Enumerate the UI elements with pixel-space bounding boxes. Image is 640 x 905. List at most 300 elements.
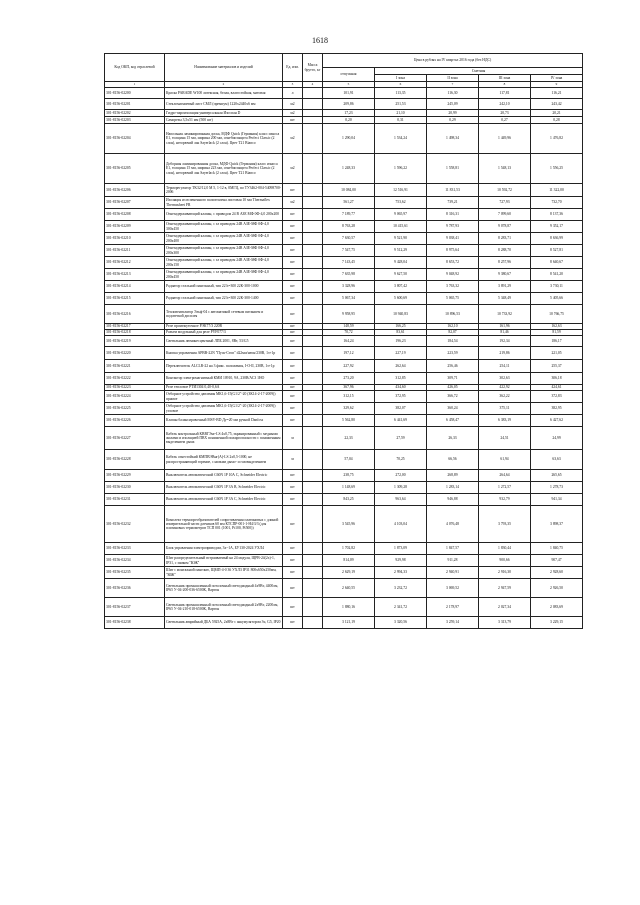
item-zone-3-price: 8 288,70: [479, 245, 531, 257]
item-unit: л: [283, 88, 303, 99]
item-zone-2-price: 4 076,48: [427, 506, 479, 543]
item-name: Разъем модульный для реле PYF077/3: [165, 330, 283, 336]
item-zone-1-price: 929,98: [375, 555, 427, 567]
item-price: 3 328,96: [323, 281, 375, 293]
item-zone-1-price: 312,85: [375, 373, 427, 385]
item-price: 273,20: [323, 373, 375, 385]
item-price: 5 067,34: [323, 293, 375, 305]
item-price: 1 880,16: [323, 598, 375, 617]
item-mass: [303, 221, 323, 233]
item-name: Огнезадерживающий клапан, с эл приводом 24В АЗЕ-МФ 0Ф-4,0 200х300: [165, 245, 283, 257]
table-row: [105, 555, 583, 567]
item-name: Радиатор стальной панельный, тип 22 h=300 22К-300-1400: [165, 293, 283, 305]
item-zone-3-price: 3 793,35: [479, 506, 531, 543]
item-mass: [303, 360, 323, 373]
item-zone-1-price: 196,23: [375, 336, 427, 347]
item-zone-4-price: 221,05: [531, 347, 583, 360]
item-zone-3-price: 8 283,71: [479, 233, 531, 245]
item-zone-3-price: 9 078,87: [479, 221, 531, 233]
item-zone-4-price: 255,37: [531, 360, 583, 373]
item-zone-1-price: 434,60: [375, 385, 427, 391]
item-unit: шт: [283, 281, 303, 293]
item-name: Блок управления электроприводом, 3х~1А, БУ130-2024 УХЛ4: [165, 543, 283, 555]
item-name: Отборное устройство давления МК1,6-15(G1/2"-20 (ЗК14-2-17-2009)) угловое: [165, 403, 283, 415]
item-zone-4-price: 3 730,11: [531, 281, 583, 293]
column-number: 1: [105, 82, 165, 88]
item-zone-1-price: 9 428,04: [375, 257, 427, 269]
table-row: [105, 598, 583, 617]
item-zone-1-price: 70,25: [375, 450, 427, 470]
table-row: [105, 221, 583, 233]
item-code: 301-8156-02200: [105, 88, 165, 99]
item-mass: [303, 336, 323, 347]
item-zone-3-price: 9 380,67: [479, 269, 531, 281]
item-zone-3-price: 5 348,49: [479, 293, 531, 305]
item-name: Выключатель автоматический C60N 1P 10А С, Schneider Electric: [165, 470, 283, 482]
table-row: [105, 124, 583, 154]
item-mass: [303, 305, 323, 324]
item-zone-4-price: 24,99: [531, 427, 583, 450]
item-code: 301-8156-02228: [105, 450, 165, 470]
table-row: [105, 117, 583, 124]
item-mass: [303, 579, 323, 598]
table-row: [105, 245, 583, 257]
item-zone-1-price: 113,35: [375, 88, 427, 99]
item-price: 17,23: [323, 110, 375, 117]
item-unit: шт: [283, 415, 303, 427]
item-zone-4-price: 6 427,62: [531, 415, 583, 427]
header-zone-1: I зона: [375, 75, 427, 82]
item-zone-4-price: 907,47: [531, 555, 583, 567]
page-number: 1618: [312, 36, 328, 45]
table-row: [105, 269, 583, 281]
item-code: 301-8156-02209: [105, 221, 165, 233]
item-zone-3-price: 2 947,59: [479, 579, 531, 598]
item-zone-2-price: 3 763,32: [427, 281, 479, 293]
table-row: [105, 305, 583, 324]
item-zone-2-price: 20,99: [427, 110, 479, 117]
item-mass: [303, 257, 323, 269]
item-zone-4-price: 8 636,99: [531, 233, 583, 245]
item-price: 209,86: [323, 99, 375, 110]
item-zone-1-price: 3 320,56: [375, 617, 427, 629]
item-name: Огнезадерживающий клапан, с эл приводом 24В АЗЕ-МФ 0Ф-4,0 200х400: [165, 233, 283, 245]
item-price: 1 148,69: [323, 482, 375, 494]
item-zone-4-price: 1 840,75: [531, 543, 583, 555]
table-row: [105, 293, 583, 305]
item-unit: шт: [283, 506, 303, 543]
item-zone-4-price: 3 898,37: [531, 506, 583, 543]
item-name: Выключатель автоматический C60N 1P 3А С, Schneider Electric: [165, 494, 283, 506]
item-code: 301-8156-02213: [105, 269, 165, 281]
item-zone-1-price: 272,00: [375, 470, 427, 482]
item-zone-4-price: 265,65: [531, 470, 583, 482]
table-row: [105, 197, 583, 209]
item-price: 561,27: [323, 197, 375, 209]
item-price: 238,75: [323, 470, 375, 482]
item-name: Реле тепловое РТИ1304 0,40-0,6А: [165, 385, 283, 391]
table-row: [105, 209, 583, 221]
item-price: 843,25: [323, 494, 375, 506]
table-row: [105, 336, 583, 347]
item-zone-3-price: 61,94: [479, 450, 531, 470]
table-row: [105, 154, 583, 184]
item-zone-4-price: 162,63: [531, 324, 583, 330]
item-mass: [303, 293, 323, 305]
item-name: Терморегулятор TK32/12,0 М 5, 1-12 в, 0МГЦ, по ТУ3462-004-54098700-2006: [165, 184, 283, 197]
item-code: 301-8156-02234: [105, 555, 165, 567]
item-code: 301-8156-02238: [105, 617, 165, 629]
header-code: Код ОКП, код отраслевой: [105, 54, 165, 82]
item-name: Огнезадерживающий клапан, с эл приводом 24В АЗЕ-МФ 0Ф-4,0 300х450: [165, 221, 283, 233]
item-zone-2-price: 9 038,41: [427, 233, 479, 245]
column-number: 8: [479, 82, 531, 88]
item-code: 301-8156-02236: [105, 579, 165, 598]
item-name: Огнезадерживающий клапан, с приводом 24 В АЗЕ МФ 0Ф-4,0 200х200: [165, 209, 283, 221]
item-code: 301-8156-02204: [105, 124, 165, 154]
table-row: [105, 494, 583, 506]
item-zone-4-price: 0,28: [531, 117, 583, 124]
item-name: Шит распределительный встраиваемый на 24 модуля, ЩРВ-24(2х)-1, IP31, с замком "ЮЖ": [165, 555, 283, 567]
item-mass: [303, 245, 323, 257]
item-zone-1-price: 963,64: [375, 494, 427, 506]
column-number: 7: [427, 82, 479, 88]
item-unit: м2: [283, 197, 303, 209]
table-row: [105, 184, 583, 197]
item-code: 301-8156-02205: [105, 154, 165, 184]
item-zone-1-price: 10 940,83: [375, 305, 427, 324]
item-zone-2-price: 366,72: [427, 391, 479, 403]
item-zone-4-price: 2 083,69: [531, 598, 583, 617]
item-zone-1-price: 83,61: [375, 330, 427, 336]
item-unit: шт: [283, 385, 303, 391]
item-zone-2-price: 1 847,57: [427, 543, 479, 555]
item-zone-2-price: 1 558,81: [427, 154, 479, 184]
header-unit: Ед. изм.: [283, 54, 303, 82]
item-zone-1-price: 12 516,91: [375, 184, 427, 197]
item-code: 301-8156-02222: [105, 373, 165, 385]
item-zone-3-price: 3 891,29: [479, 281, 531, 293]
item-unit: м2: [283, 124, 303, 154]
item-code: 301-8156-02201: [105, 99, 165, 110]
item-unit: шт: [283, 360, 303, 373]
item-price: 312,15: [323, 391, 375, 403]
item-name: Кабель контрольный КВВГЭнг-LS 4х0,75, экранированный с медными жилами и изоляцией ПВХ пониженной пожароопасности с пониженным выделением дыма: [165, 427, 283, 450]
item-zone-2-price: 223,59: [427, 347, 479, 360]
item-zone-4-price: 732,70: [531, 197, 583, 209]
item-zone-2-price: 911,28: [427, 555, 479, 567]
item-zone-1-price: 1 534,24: [375, 124, 427, 154]
item-zone-2-price: 1 283,14: [427, 482, 479, 494]
item-name: Изоляция из вспененного полиэтилена листовая 10 мм Thermaflex Thermasheet FR: [165, 197, 283, 209]
item-name: Светильник промышленный потолочный светодиодный 4х9Вт, 4400лм, IP65 У-04-200-036-6500К, Вартон: [165, 579, 283, 598]
price-table: [104, 53, 583, 629]
item-name: Тепловентилятор Эльф-04 с автоматикой сетевым питанием и подсветкой дисплея: [165, 305, 283, 324]
item-price: 10 084,00: [323, 184, 375, 197]
item-zone-3-price: 302,63: [479, 373, 531, 385]
item-zone-2-price: 26,33: [427, 427, 479, 450]
item-mass: [303, 184, 323, 197]
item-price: 1 702,82: [323, 543, 375, 555]
item-zone-2-price: 245,09: [427, 99, 479, 110]
item-unit: м: [283, 427, 303, 450]
item-zone-3-price: 219,86: [479, 347, 531, 360]
item-zone-4-price: 186,17: [531, 336, 583, 347]
item-price: 101,91: [323, 88, 375, 99]
header-zone-3: III зона: [479, 75, 531, 82]
item-price: 7 630,57: [323, 233, 375, 245]
item-zone-4-price: 382,95: [531, 403, 583, 415]
item-name: Контактор электромагнитный КМИ 10910, 9А, 230В/АС3 1НО: [165, 373, 283, 385]
item-zone-3-price: 1 449,96: [479, 124, 531, 154]
table-header: [105, 54, 583, 88]
item-code: 301-8156-02214: [105, 281, 165, 293]
item-zone-3-price: 375,11: [479, 403, 531, 415]
table-row: [105, 233, 583, 245]
item-zone-2-price: 0,29: [427, 117, 479, 124]
table-row: [105, 543, 583, 555]
item-zone-3-price: 242,10: [479, 99, 531, 110]
item-zone-2-price: 8 316,31: [427, 209, 479, 221]
item-code: 301-8156-02215: [105, 293, 165, 305]
item-name: Комплект термопреобразователей сопротивления платиновых с длиной измерительной части датчиков 60 мм КТСПР-001-1-Н4/3/3 (для платиновых термометров ТСП 001 (1001, Pt100, Pt500)): [165, 506, 283, 543]
item-unit: шт: [283, 543, 303, 555]
item-zone-4-price: 116,21: [531, 88, 583, 99]
item-zone-2-price: 3 259,14: [427, 617, 479, 629]
item-zone-2-price: 9 048,92: [427, 269, 479, 281]
item-price: 2 640,55: [323, 579, 375, 598]
item-zone-1-price: 3 807,42: [375, 281, 427, 293]
item-mass: [303, 543, 323, 555]
item-zone-2-price: 9 787,93: [427, 221, 479, 233]
item-unit: шт: [283, 245, 303, 257]
item-zone-3-price: 10 592,72: [479, 184, 531, 197]
item-name: Стекломагниевый лист СМЛ (премиум) 1220х2440х6 мм: [165, 99, 283, 110]
item-zone-1-price: 2 994,33: [375, 567, 427, 579]
item-code: 301-8156-02220: [105, 347, 165, 360]
item-name: Клапан балансировочный MSV-BD Ду=20 мм ручной Danfoss: [165, 415, 283, 427]
item-zone-3-price: 20,73: [479, 110, 531, 117]
item-name: Доборная ламинированная доска, МДФ Quick (Германия) класс износа E1, толщина 15 мм, ширина 223 мм, огнебиозащита Perfect Classic (2 слоя), негорючий лак Sayerlack (2 слоя). Цвет T21 Bianco: [165, 154, 283, 184]
item-zone-1-price: 227,19: [375, 347, 427, 360]
table-row: [105, 579, 583, 598]
item-zone-4-price: 8 541,20: [531, 269, 583, 281]
item-price: 22,33: [323, 427, 375, 450]
item-price: 329,62: [323, 403, 375, 415]
item-zone-2-price: 256,46: [427, 360, 479, 373]
item-name: Кабель огнестойкий КМПВЭВнг(А)-LS 2х0,5-1000, не распространяющий горение, с низким дымо- и газовыделением: [165, 450, 283, 470]
item-zone-2-price: 946,88: [427, 494, 479, 506]
item-zone-3-price: 264,64: [479, 470, 531, 482]
item-zone-2-price: 1 498,34: [427, 124, 479, 154]
item-zone-1-price: 251,53: [375, 99, 427, 110]
item-unit: шт: [283, 184, 303, 197]
item-zone-1-price: 27,59: [375, 427, 427, 450]
item-code: 301-8156-02207: [105, 197, 165, 209]
header-zone-4: IV зона: [531, 75, 583, 82]
item-code: 301-8156-02203: [105, 117, 165, 124]
item-name: Радиатор стальной панельный, тип 22 h=300 22К-300-1000: [165, 281, 283, 293]
item-zone-4-price: 5 405,66: [531, 293, 583, 305]
header-name: Наименование материалов и изделий: [165, 54, 283, 82]
item-price: 814,09: [323, 555, 375, 567]
item-price: 367,96: [323, 385, 375, 391]
item-unit: м2: [283, 154, 303, 184]
header-price: отпускная: [323, 68, 375, 82]
item-code: 301-8156-02219: [105, 336, 165, 347]
column-number: 6: [375, 82, 427, 88]
item-name: Отборное устройство давления МК1,6-15(G1/2"-20 (ЗК14-2-17-2009)) прямое: [165, 391, 283, 403]
item-zone-4-price: 9 352,17: [531, 221, 583, 233]
table-row: [105, 99, 583, 110]
item-zone-2-price: 66,56: [427, 450, 479, 470]
item-mass: [303, 506, 323, 543]
item-zone-1-price: 9 627,50: [375, 269, 427, 281]
header-price-title: Цена в рублях на IV квартал 2016 года (без НДС): [323, 54, 583, 68]
item-unit: шт: [283, 391, 303, 403]
table-row: [105, 470, 583, 482]
item-zone-1-price: 166,25: [375, 324, 427, 330]
item-unit: шт: [283, 330, 303, 336]
table-row: [105, 281, 583, 293]
item-unit: шт: [283, 403, 303, 415]
item-zone-3-price: 117,81: [479, 88, 531, 99]
item-mass: [303, 269, 323, 281]
column-number: 3: [283, 82, 303, 88]
column-number: 5: [323, 82, 375, 88]
table-row: [105, 506, 583, 543]
item-zone-3-price: 8 257,96: [479, 257, 531, 269]
item-mass: [303, 209, 323, 221]
item-zone-1-price: 10 415,61: [375, 221, 427, 233]
item-code: 301-8156-02229: [105, 470, 165, 482]
item-unit: м2: [283, 99, 303, 110]
item-price: 8 763,28: [323, 221, 375, 233]
item-mass: [303, 598, 323, 617]
table-row: [105, 110, 583, 117]
item-code: 301-8156-02218: [105, 330, 165, 336]
item-zone-4-price: 63,63: [531, 450, 583, 470]
item-unit: м2: [283, 110, 303, 117]
item-unit: шт: [283, 494, 303, 506]
item-zone-3-price: 932,79: [479, 494, 531, 506]
item-zone-3-price: 192,34: [479, 336, 531, 347]
item-code: 301-8156-02237: [105, 598, 165, 617]
item-mass: [303, 110, 323, 117]
item-name: Переключатель ALCLR-22 на 3 фикс. положения, I-O-II, 230В, 1з+1р: [165, 360, 283, 373]
item-zone-2-price: 426,05: [427, 385, 479, 391]
item-price: 7 547,75: [323, 245, 375, 257]
item-zone-3-price: 0,27: [479, 117, 531, 124]
item-zone-1-price: 5 600,69: [375, 293, 427, 305]
item-code: 301-8156-02226: [105, 415, 165, 427]
item-price: 7 635,98: [323, 269, 375, 281]
item-unit: м: [283, 450, 303, 470]
item-zone-1-price: 753,62: [375, 197, 427, 209]
item-unit: шт: [283, 257, 303, 269]
item-name: Краска PARADE W100 латексная, белая, влагостойкая, матовая: [165, 88, 283, 99]
item-zone-4-price: 8 640,67: [531, 257, 583, 269]
item-unit: шт: [283, 221, 303, 233]
item-zone-3-price: 161,96: [479, 324, 531, 330]
item-code: 301-8156-02202: [105, 110, 165, 117]
column-number: 4: [303, 82, 323, 88]
item-zone-3-price: 254,11: [479, 360, 531, 373]
item-code: 301-8156-02208: [105, 209, 165, 221]
table-row: [105, 415, 583, 427]
item-mass: [303, 99, 323, 110]
item-price: 7 143,45: [323, 257, 375, 269]
item-zone-2-price: 5 065,75: [427, 293, 479, 305]
item-unit: шт: [283, 209, 303, 221]
column-number: 2: [165, 82, 283, 88]
item-zone-3-price: 81,46: [479, 330, 531, 336]
item-price: 164,24: [323, 336, 375, 347]
item-price: 5 562,80: [323, 415, 375, 427]
item-price: 148,59: [323, 324, 375, 330]
item-price: 0,20: [323, 117, 375, 124]
item-zone-2-price: 2 178,97: [427, 598, 479, 617]
item-unit: шт: [283, 617, 303, 629]
table-row: [105, 567, 583, 579]
item-zone-4-price: 20,21: [531, 110, 583, 117]
item-zone-4-price: 8 137,36: [531, 209, 583, 221]
item-name: Светильник люминесцентный ЛПБ 2001, 8Вт, 53/G5: [165, 336, 283, 347]
column-number: 9: [531, 82, 583, 88]
item-unit: шт: [283, 233, 303, 245]
item-name: Напольная ламинированная доска, МДФ Quick (Германия) класс износа E1, толщина 15 мм, ширина 200 мм, огнебиозащита Perfect Classic (2 слоя), негорючий лак Sayerlack (2 слоя). Цвет T21 Bianco: [165, 124, 283, 154]
item-name: Выключатель автоматический C60N 1P 3А В, Schneider Electric: [165, 482, 283, 494]
item-mass: [303, 470, 323, 482]
item-zone-2-price: 162,10: [427, 324, 479, 330]
item-zone-3-price: 6 383,19: [479, 415, 531, 427]
item-mass: [303, 567, 323, 579]
item-zone-2-price: 309,71: [427, 373, 479, 385]
item-zone-4-price: 10 766,75: [531, 305, 583, 324]
item-code: 301-8156-02225: [105, 403, 165, 415]
item-zone-4-price: 3 229,15: [531, 617, 583, 629]
header-estimate: Сметная: [375, 68, 583, 75]
item-mass: [303, 391, 323, 403]
item-mass: [303, 427, 323, 450]
item-mass: [303, 450, 323, 470]
item-code: 301-8156-02232: [105, 506, 165, 543]
table-row: [105, 427, 583, 450]
item-mass: [303, 403, 323, 415]
item-zone-1-price: 262,64: [375, 360, 427, 373]
item-zone-1-price: 2 341,72: [375, 598, 427, 617]
item-zone-3-price: 727,93: [479, 197, 531, 209]
item-name: Светильник промышленный потолочный светодиодный 2х9Вт, 2200лм, IP65 У-04-210-018-6500К, Вартон: [165, 598, 283, 617]
item-zone-2-price: 3 069,52: [427, 579, 479, 598]
item-unit: шт: [283, 598, 303, 617]
item-zone-3-price: 24,51: [479, 427, 531, 450]
item-name: Гидро-пароизоляция универсальная Изоспан D: [165, 110, 283, 117]
table-row: [105, 403, 583, 415]
item-zone-3-price: 2 027,34: [479, 598, 531, 617]
item-name: Светильник аварийный ДБА 5925А, 2х8Вт с аккумулятором 3ч, G5, IP20: [165, 617, 283, 629]
item-unit: шт: [283, 305, 303, 324]
item-code: 301-8156-02231: [105, 494, 165, 506]
item-zone-4-price: 1 278,73: [531, 482, 583, 494]
item-zone-2-price: 116,30: [427, 88, 479, 99]
item-mass: [303, 494, 323, 506]
item-zone-4-price: 941,34: [531, 494, 583, 506]
item-zone-2-price: 2 940,91: [427, 567, 479, 579]
header-zone-2: II зона: [427, 75, 479, 82]
item-price: 7 189,77: [323, 209, 375, 221]
item-code: 301-8156-02211: [105, 245, 165, 257]
